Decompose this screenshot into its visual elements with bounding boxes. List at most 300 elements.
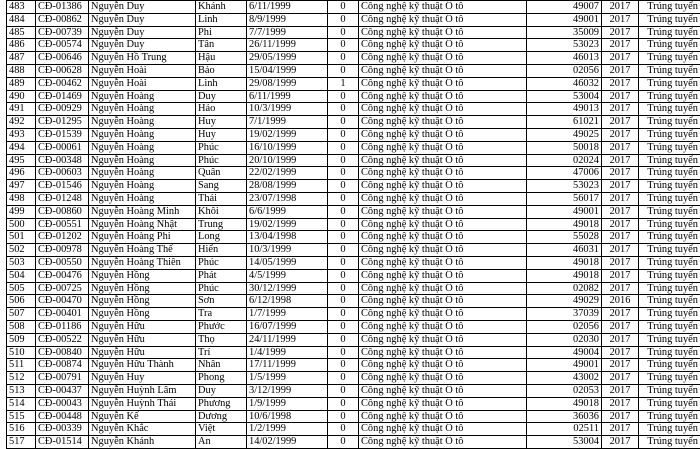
first-name-cell: Huy xyxy=(196,128,247,141)
result-status-cell: Trúng tuyển xyxy=(639,269,700,282)
row-number-cell: 500 xyxy=(7,218,36,231)
table-row xyxy=(7,244,700,257)
first-name-cell: Khánh xyxy=(196,1,247,14)
priority-flag-cell: 0 xyxy=(328,244,359,257)
result-status-cell: Trúng tuyển xyxy=(639,192,700,205)
result-status-cell: Trúng tuyển xyxy=(639,141,700,154)
school-code-cell: 02030 xyxy=(527,333,602,346)
last-name-cell: Nguyễn Hoài xyxy=(89,64,196,77)
school-code-cell: 49018 xyxy=(527,218,602,231)
major-cell: Công nghệ kỹ thuật Ô tô xyxy=(359,308,527,321)
school-code-cell: 43002 xyxy=(527,372,602,385)
last-name-cell: Nguyễn Duy xyxy=(89,1,196,14)
candidate-code-cell: CĐ-00860 xyxy=(36,205,89,218)
first-name-cell: Trí xyxy=(196,346,247,359)
major-cell: Công nghệ kỹ thuật Ô tô xyxy=(359,256,527,269)
graduation-year-cell: 2017 xyxy=(602,180,639,193)
result-status-cell: Trúng tuyển xyxy=(639,256,700,269)
row-number-cell: 485 xyxy=(7,26,36,39)
school-code-cell: 02511 xyxy=(527,423,602,436)
candidate-code-cell: CĐ-00401 xyxy=(36,308,89,321)
table-row xyxy=(7,218,700,231)
priority-flag-cell: 0 xyxy=(328,384,359,397)
row-number-cell: 502 xyxy=(7,244,36,257)
last-name-cell: Nguyễn Huỳnh Lâm xyxy=(89,384,196,397)
row-number-cell: 505 xyxy=(7,282,36,295)
first-name-cell: Tân xyxy=(196,39,247,52)
last-name-cell: Nguyễn Hoàng xyxy=(89,154,196,167)
row-number-cell: 495 xyxy=(7,154,36,167)
result-status-cell: Trúng tuyển xyxy=(639,218,700,231)
major-cell: Công nghệ kỹ thuật Ô tô xyxy=(359,397,527,410)
table-row xyxy=(7,359,700,372)
candidate-code-cell: CĐ-01514 xyxy=(36,436,89,449)
last-name-cell: Nguyễn Hoàng xyxy=(89,103,196,116)
last-name-cell: Nguyễn Hoàng xyxy=(89,180,196,193)
candidate-code-cell: CĐ-00978 xyxy=(36,244,89,257)
table-row xyxy=(7,282,700,295)
result-status-cell: Trúng tuyển xyxy=(639,423,700,436)
table-row xyxy=(7,333,700,346)
first-name-cell: Sơn xyxy=(196,295,247,308)
result-status-cell: Trúng tuyển xyxy=(639,372,700,385)
row-number-cell: 490 xyxy=(7,90,36,103)
priority-flag-cell: 0 xyxy=(328,52,359,65)
first-name-cell: Quân xyxy=(196,167,247,180)
row-number-cell: 515 xyxy=(7,410,36,423)
result-status-cell: Trúng tuyển xyxy=(639,13,700,26)
priority-flag-cell: 0 xyxy=(328,180,359,193)
candidate-code-cell: CĐ-01248 xyxy=(36,192,89,205)
major-cell: Công nghệ kỹ thuật Ô tô xyxy=(359,231,527,244)
last-name-cell: Nguyễn Huy xyxy=(89,372,196,385)
priority-flag-cell: 0 xyxy=(328,103,359,116)
major-cell: Công nghệ kỹ thuật Ô tô xyxy=(359,52,527,65)
major-cell: Công nghệ kỹ thuật Ô tô xyxy=(359,90,527,103)
candidate-code-cell: CĐ-01386 xyxy=(36,1,89,14)
school-code-cell: 49025 xyxy=(527,128,602,141)
major-cell: Công nghệ kỹ thuật Ô tô xyxy=(359,1,527,14)
priority-flag-cell: 0 xyxy=(328,320,359,333)
row-number-cell: 514 xyxy=(7,397,36,410)
candidate-code-cell: CĐ-00339 xyxy=(36,423,89,436)
birth-date-cell: 16/07/1999 xyxy=(247,320,328,333)
table-row xyxy=(7,52,700,65)
candidate-code-cell: CĐ-00550 xyxy=(36,256,89,269)
table-row xyxy=(7,346,700,359)
graduation-year-cell: 2017 xyxy=(602,346,639,359)
priority-flag-cell: 0 xyxy=(328,167,359,180)
school-code-cell: 46032 xyxy=(527,77,602,90)
first-name-cell: Thái xyxy=(196,192,247,205)
row-number-cell: 501 xyxy=(7,231,36,244)
school-code-cell: 49007 xyxy=(527,1,602,14)
priority-flag-cell: 0 xyxy=(328,39,359,52)
candidate-code-cell: CĐ-00061 xyxy=(36,141,89,154)
last-name-cell: Nguyễn Duy xyxy=(89,13,196,26)
major-cell: Công nghệ kỹ thuật Ô tô xyxy=(359,103,527,116)
graduation-year-cell: 2017 xyxy=(602,77,639,90)
candidate-code-cell: CĐ-01469 xyxy=(36,90,89,103)
school-code-cell: 02056 xyxy=(527,320,602,333)
priority-flag-cell: 0 xyxy=(328,359,359,372)
table-row xyxy=(7,410,700,423)
row-number-cell: 510 xyxy=(7,346,36,359)
candidate-code-cell: CĐ-00628 xyxy=(36,64,89,77)
candidate-code-cell: CĐ-01546 xyxy=(36,180,89,193)
last-name-cell: Nguyễn Hoàng Phi xyxy=(89,231,196,244)
graduation-year-cell: 2017 xyxy=(602,410,639,423)
graduation-year-cell: 2017 xyxy=(602,141,639,154)
school-code-cell: 35009 xyxy=(527,26,602,39)
table-row xyxy=(7,13,700,26)
major-cell: Công nghệ kỹ thuật Ô tô xyxy=(359,141,527,154)
result-status-cell: Trúng tuyển xyxy=(639,384,700,397)
candidate-code-cell: CĐ-00448 xyxy=(36,410,89,423)
row-number-cell: 504 xyxy=(7,269,36,282)
last-name-cell: Nguyễn Hồng xyxy=(89,295,196,308)
row-number-cell: 516 xyxy=(7,423,36,436)
first-name-cell: Sang xyxy=(196,180,247,193)
graduation-year-cell: 2017 xyxy=(602,90,639,103)
last-name-cell: Nguyễn Hữu xyxy=(89,320,196,333)
admission-results-table xyxy=(6,0,700,449)
row-number-cell: 517 xyxy=(7,436,36,449)
candidate-code-cell: CĐ-00862 xyxy=(36,13,89,26)
graduation-year-cell: 2017 xyxy=(602,333,639,346)
first-name-cell: Tra xyxy=(196,308,247,321)
result-status-cell: Trúng tuyển xyxy=(639,116,700,129)
priority-flag-cell: 0 xyxy=(328,26,359,39)
first-name-cell: Duy xyxy=(196,90,247,103)
graduation-year-cell: 2017 xyxy=(602,320,639,333)
graduation-year-cell: 2017 xyxy=(602,116,639,129)
first-name-cell: Linh xyxy=(196,13,247,26)
last-name-cell: Nguyễn Hoàng Nhật xyxy=(89,218,196,231)
school-code-cell: 53004 xyxy=(527,436,602,449)
row-number-cell: 498 xyxy=(7,192,36,205)
row-number-cell: 496 xyxy=(7,167,36,180)
result-status-cell: Trúng tuyển xyxy=(639,52,700,65)
table-row xyxy=(7,231,700,244)
table-row xyxy=(7,384,700,397)
result-status-cell: Trúng tuyển xyxy=(639,231,700,244)
birth-date-cell: 28/08/1999 xyxy=(247,180,328,193)
birth-date-cell: 4/5/1999 xyxy=(247,269,328,282)
major-cell: Công nghệ kỹ thuật Ô tô xyxy=(359,346,527,359)
priority-flag-cell: 0 xyxy=(328,1,359,14)
major-cell: Công nghệ kỹ thuật Ô tô xyxy=(359,333,527,346)
first-name-cell: Duy xyxy=(196,384,247,397)
major-cell: Công nghệ kỹ thuật Ô tô xyxy=(359,244,527,257)
last-name-cell: Nguyễn Hoàng xyxy=(89,90,196,103)
table-row xyxy=(7,141,700,154)
candidate-code-cell: CĐ-00603 xyxy=(36,167,89,180)
birth-date-cell: 10/3/1999 xyxy=(247,244,328,257)
birth-date-cell: 17/11/1999 xyxy=(247,359,328,372)
last-name-cell: Nguyễn Hoàng Minh xyxy=(89,205,196,218)
row-number-cell: 513 xyxy=(7,384,36,397)
birth-date-cell: 1/9/1999 xyxy=(247,397,328,410)
school-code-cell: 61021 xyxy=(527,116,602,129)
birth-date-cell: 19/02/1999 xyxy=(247,218,328,231)
last-name-cell: Nguyễn Hoàng Thế xyxy=(89,244,196,257)
priority-flag-cell: 0 xyxy=(328,295,359,308)
result-status-cell: Trúng tuyển xyxy=(639,244,700,257)
first-name-cell: Phúc xyxy=(196,141,247,154)
school-code-cell: 50018 xyxy=(527,141,602,154)
first-name-cell: Phúc xyxy=(196,154,247,167)
graduation-year-cell: 2017 xyxy=(602,1,639,14)
birth-date-cell: 6/12/1998 xyxy=(247,295,328,308)
priority-flag-cell: 0 xyxy=(328,128,359,141)
candidate-code-cell: CĐ-00791 xyxy=(36,372,89,385)
school-code-cell: 02056 xyxy=(527,64,602,77)
priority-flag-cell: 0 xyxy=(328,282,359,295)
result-status-cell: Trúng tuyển xyxy=(639,154,700,167)
candidate-code-cell: CĐ-01295 xyxy=(36,116,89,129)
graduation-year-cell: 2017 xyxy=(602,205,639,218)
major-cell: Công nghệ kỹ thuật Ô tô xyxy=(359,410,527,423)
graduation-year-cell: 2017 xyxy=(602,218,639,231)
birth-date-cell: 24/11/1999 xyxy=(247,333,328,346)
graduation-year-cell: 2017 xyxy=(602,372,639,385)
table-row xyxy=(7,397,700,410)
table-row xyxy=(7,256,700,269)
result-status-cell: Trúng tuyển xyxy=(639,436,700,449)
candidate-code-cell: CĐ-00646 xyxy=(36,52,89,65)
row-number-cell: 491 xyxy=(7,103,36,116)
result-status-cell: Trúng tuyển xyxy=(639,346,700,359)
birth-date-cell: 10/3/1999 xyxy=(247,103,328,116)
table-row xyxy=(7,64,700,77)
table-row xyxy=(7,205,700,218)
row-number-cell: 488 xyxy=(7,64,36,77)
major-cell: Công nghệ kỹ thuật Ô tô xyxy=(359,154,527,167)
last-name-cell: Nguyễn Hồ Trung xyxy=(89,52,196,65)
first-name-cell: Phát xyxy=(196,269,247,282)
priority-flag-cell: 0 xyxy=(328,436,359,449)
last-name-cell: Nguyễn Hoàng xyxy=(89,192,196,205)
priority-flag-cell: 0 xyxy=(328,64,359,77)
school-code-cell: 37039 xyxy=(527,308,602,321)
priority-flag-cell: 0 xyxy=(328,13,359,26)
table-row xyxy=(7,180,700,193)
birth-date-cell: 23/07/1998 xyxy=(247,192,328,205)
candidate-code-cell: CĐ-01202 xyxy=(36,231,89,244)
school-code-cell: 49001 xyxy=(527,13,602,26)
table-row xyxy=(7,372,700,385)
first-name-cell: Phương xyxy=(196,397,247,410)
first-name-cell: Huy xyxy=(196,116,247,129)
first-name-cell: Thọ xyxy=(196,333,247,346)
result-status-cell: Trúng tuyển xyxy=(639,333,700,346)
birth-date-cell: 13/04/1998 xyxy=(247,231,328,244)
major-cell: Công nghệ kỹ thuật Ô tô xyxy=(359,128,527,141)
birth-date-cell: 6/11/1999 xyxy=(247,1,328,14)
school-code-cell: 46031 xyxy=(527,244,602,257)
first-name-cell: Bảo xyxy=(196,64,247,77)
major-cell: Công nghệ kỹ thuật Ô tô xyxy=(359,269,527,282)
last-name-cell: Nguyễn Khắc xyxy=(89,423,196,436)
result-status-cell: Trúng tuyển xyxy=(639,205,700,218)
school-code-cell: 49029 xyxy=(527,295,602,308)
table-row xyxy=(7,295,700,308)
result-status-cell: Trúng tuyển xyxy=(639,1,700,14)
major-cell: Công nghệ kỹ thuật Ô tô xyxy=(359,282,527,295)
candidate-code-cell: CĐ-00437 xyxy=(36,384,89,397)
table-row xyxy=(7,154,700,167)
graduation-year-cell: 2017 xyxy=(602,423,639,436)
priority-flag-cell: 0 xyxy=(328,90,359,103)
table-body xyxy=(7,1,700,449)
first-name-cell: Hiển xyxy=(196,244,247,257)
result-status-cell: Trúng tuyển xyxy=(639,282,700,295)
first-name-cell: An xyxy=(196,436,247,449)
birth-date-cell: 16/10/1999 xyxy=(247,141,328,154)
table-row xyxy=(7,167,700,180)
candidate-code-cell: CĐ-00840 xyxy=(36,346,89,359)
last-name-cell: Nguyễn Huỳnh Thái xyxy=(89,397,196,410)
graduation-year-cell: 2017 xyxy=(602,231,639,244)
graduation-year-cell: 2017 xyxy=(602,359,639,372)
last-name-cell: Nguyễn Kế xyxy=(89,410,196,423)
school-code-cell: 49013 xyxy=(527,103,602,116)
last-name-cell: Nguyễn Hoàng xyxy=(89,116,196,129)
major-cell: Công nghệ kỹ thuật Ô tô xyxy=(359,167,527,180)
school-code-cell: 36036 xyxy=(527,410,602,423)
table-row xyxy=(7,436,700,449)
candidate-code-cell: CĐ-01539 xyxy=(36,128,89,141)
first-name-cell: Trung xyxy=(196,218,247,231)
first-name-cell: Phúc xyxy=(196,282,247,295)
graduation-year-cell: 2017 xyxy=(602,308,639,321)
graduation-year-cell: 2017 xyxy=(602,167,639,180)
major-cell: Công nghệ kỹ thuật Ô tô xyxy=(359,295,527,308)
row-number-cell: 486 xyxy=(7,39,36,52)
last-name-cell: Nguyễn Hoài xyxy=(89,77,196,90)
birth-date-cell: 7/7/1999 xyxy=(247,26,328,39)
priority-flag-cell: 0 xyxy=(328,205,359,218)
graduation-year-cell: 2017 xyxy=(602,52,639,65)
last-name-cell: Nguyễn Hồng xyxy=(89,269,196,282)
row-number-cell: 503 xyxy=(7,256,36,269)
graduation-year-cell: 2017 xyxy=(602,13,639,26)
row-number-cell: 492 xyxy=(7,116,36,129)
birth-date-cell: 7/1/1999 xyxy=(247,116,328,129)
table-row xyxy=(7,423,700,436)
graduation-year-cell: 2017 xyxy=(602,64,639,77)
priority-flag-cell: 1 xyxy=(328,77,359,90)
priority-flag-cell: 0 xyxy=(328,154,359,167)
major-cell: Công nghệ kỹ thuật Ô tô xyxy=(359,39,527,52)
school-code-cell: 49018 xyxy=(527,397,602,410)
last-name-cell: Nguyễn Hoàng xyxy=(89,128,196,141)
first-name-cell: Khôi xyxy=(196,205,247,218)
first-name-cell: Việt xyxy=(196,423,247,436)
result-status-cell: Trúng tuyển xyxy=(639,167,700,180)
result-status-cell: Trúng tuyển xyxy=(639,39,700,52)
last-name-cell: Nguyễn Hữu xyxy=(89,346,196,359)
priority-flag-cell: 0 xyxy=(328,372,359,385)
birth-date-cell: 30/12/1999 xyxy=(247,282,328,295)
graduation-year-cell: 2017 xyxy=(602,397,639,410)
candidate-code-cell: CĐ-00574 xyxy=(36,39,89,52)
result-status-cell: Trúng tuyển xyxy=(639,397,700,410)
result-status-cell: Trúng tuyển xyxy=(639,295,700,308)
priority-flag-cell: 0 xyxy=(328,192,359,205)
result-status-cell: Trúng tuyển xyxy=(639,410,700,423)
major-cell: Công nghệ kỹ thuật Ô tô xyxy=(359,180,527,193)
row-number-cell: 493 xyxy=(7,128,36,141)
candidate-code-cell: CĐ-00551 xyxy=(36,218,89,231)
birth-date-cell: 29/08/1999 xyxy=(247,77,328,90)
first-name-cell: Nhân xyxy=(196,359,247,372)
table-row xyxy=(7,116,700,129)
table-row xyxy=(7,128,700,141)
school-code-cell: 46013 xyxy=(527,52,602,65)
candidate-code-cell: CĐ-00874 xyxy=(36,359,89,372)
last-name-cell: Nguyễn Khánh xyxy=(89,436,196,449)
major-cell: Công nghệ kỹ thuật Ô tô xyxy=(359,64,527,77)
row-number-cell: 509 xyxy=(7,333,36,346)
graduation-year-cell: 2017 xyxy=(602,384,639,397)
birth-date-cell: 22/02/1999 xyxy=(247,167,328,180)
priority-flag-cell: 0 xyxy=(328,218,359,231)
row-number-cell: 484 xyxy=(7,13,36,26)
major-cell: Công nghệ kỹ thuật Ô tô xyxy=(359,116,527,129)
school-code-cell: 56017 xyxy=(527,192,602,205)
priority-flag-cell: 0 xyxy=(328,397,359,410)
major-cell: Công nghệ kỹ thuật Ô tô xyxy=(359,423,527,436)
first-name-cell: Phước xyxy=(196,320,247,333)
school-code-cell: 49018 xyxy=(527,256,602,269)
first-name-cell: Long xyxy=(196,231,247,244)
candidate-code-cell: CĐ-00739 xyxy=(36,26,89,39)
candidate-code-cell: CĐ-00929 xyxy=(36,103,89,116)
graduation-year-cell: 2017 xyxy=(602,103,639,116)
priority-flag-cell: 0 xyxy=(328,231,359,244)
last-name-cell: Nguyễn Hồng xyxy=(89,308,196,321)
row-number-cell: 507 xyxy=(7,308,36,321)
row-number-cell: 497 xyxy=(7,180,36,193)
birth-date-cell: 26/11/1999 xyxy=(247,39,328,52)
last-name-cell: Nguyễn Duy xyxy=(89,39,196,52)
priority-flag-cell: 0 xyxy=(328,141,359,154)
birth-date-cell: 6/6/1999 xyxy=(247,205,328,218)
birth-date-cell: 19/02/1999 xyxy=(247,128,328,141)
row-number-cell: 499 xyxy=(7,205,36,218)
graduation-year-cell: 2017 xyxy=(602,244,639,257)
candidate-code-cell: CĐ-00522 xyxy=(36,333,89,346)
candidate-code-cell: CĐ-01186 xyxy=(36,320,89,333)
row-number-cell: 483 xyxy=(7,1,36,14)
candidate-code-cell: CĐ-00725 xyxy=(36,282,89,295)
last-name-cell: Nguyễn Hữu Thành xyxy=(89,359,196,372)
first-name-cell: Dương xyxy=(196,410,247,423)
result-status-cell: Trúng tuyển xyxy=(639,26,700,39)
major-cell: Công nghệ kỹ thuật Ô tô xyxy=(359,13,527,26)
candidate-code-cell: CĐ-00470 xyxy=(36,295,89,308)
school-code-cell: 49001 xyxy=(527,359,602,372)
school-code-cell: 49001 xyxy=(527,205,602,218)
school-code-cell: 02053 xyxy=(527,384,602,397)
row-number-cell: 487 xyxy=(7,52,36,65)
major-cell: Công nghệ kỹ thuật Ô tô xyxy=(359,384,527,397)
first-name-cell: Phúc xyxy=(196,256,247,269)
school-code-cell: 02082 xyxy=(527,282,602,295)
birth-date-cell: 20/10/1999 xyxy=(247,154,328,167)
